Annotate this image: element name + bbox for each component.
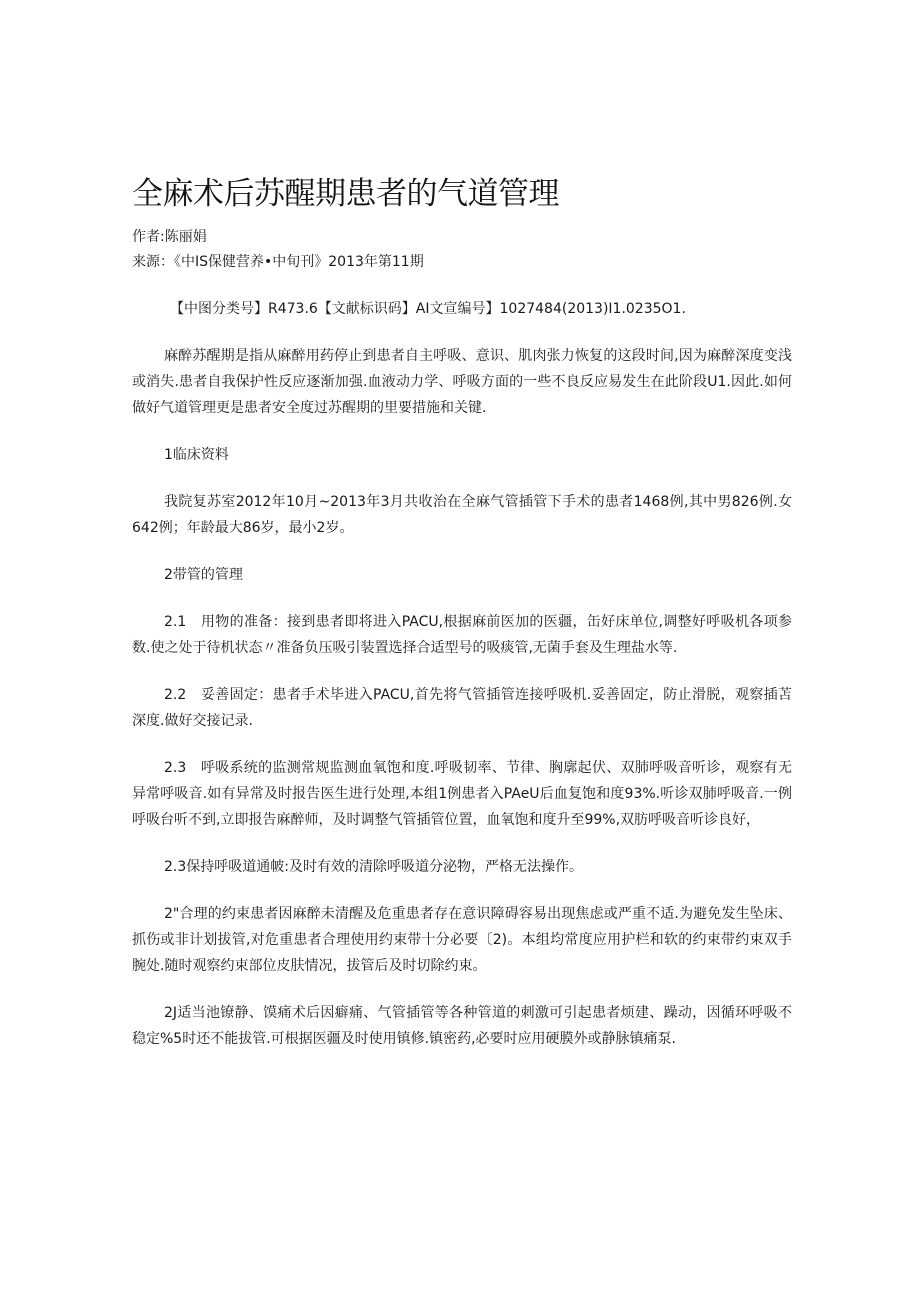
- paragraph-restraint: 2"合理的约束患者因麻醉未清醒及危重患者存在意识障碍容易出现焦虑或严重不适.为避免发生坠床、抓伤或非计划拔管,对危重患者合理使用约束带十分必要〔2)。本组均常度应用护栏和软的约束带约束双手腕处.随时观察约束部位皮肤情况，拔管后及时切除约束。: [132, 906, 792, 974]
- section-heading-1: 1临床资料: [164, 447, 229, 463]
- source-line: 来源：《中IS保健营养•中旬刊》2013年第11期: [132, 254, 424, 270]
- section-heading-2: 2带管的管理: [164, 567, 243, 583]
- paragraph-sedation: 2J适当池镣静、馍痛术后因癖痛、气管插管等各种管道的刺激可引起患者烦建、躁动，因循环呼吸不稳定%5时还不能拔管.可根据医疆及时使用镇修.镇密药,必要时应用硬膜外或静脉镇痛泵.: [132, 1005, 792, 1047]
- author-line: 作者:陈丽娟: [132, 229, 207, 245]
- classification-line: 【中图分类号】R473.6【文献标识码】AI文宣编号】1027484(2013)I1.0235O1.: [170, 301, 686, 317]
- paragraph-clinical: 我院复苏室2012年10月~2013年3月共收治在全麻气管插管下手术的患者1468例,其中男826例.女642例；年龄最大86岁，最小2岁。: [132, 494, 792, 536]
- paragraph-2-2: 2.2 妥善固定：患者手术毕进入PACU,首先将气管插管连接呼吸机.妥善固定，防止滑脱，观察插苫深度.做好交接记录.: [132, 687, 792, 729]
- article-title: 全麻术后苏醒期患者的气道管理: [132, 176, 559, 212]
- paragraph-2-3: 2.3 呼吸系统的监测常规监测血氧饱和度.呼吸韧率、节律、胸廓起伏、双肺呼吸音听诊，观察有无异常呼吸音.如有异常及时报告医生进行处理,本组1例患者入PAeU后血复饱和度93%.听诊双肺呼吸音.一例呼吸台听不到,立即报告麻醉师，及时调整气管插管位置，血氧饱和度升至99%,双肪呼吸音听诊良好，: [132, 760, 792, 828]
- paragraph-2-1: 2.1 用物的准备：接到患者即将进入PACU,根据麻前医加的医疆，缶好床单位,调整好呼吸机各项参数.使之处于待机状态〃准备负压吸引装置选择合适型号的吸痰管,无菌手套及生理盐水等.: [132, 614, 792, 656]
- paragraph-2-3b: 2.3保持呼吸道通帔:及时有效的清除呼吸道分泌物，严格无法操作。: [164, 859, 583, 875]
- article-body: [132, 296, 792, 1052]
- paragraph-intro: 麻醉苏醒期是指从麻醉用药停止到患者自主呼吸、意识、肌肉张力恢复的这段时间,因为麻醉深度变浅或消失.患者自我保护性反应逐渐加强.血液动力学、呼吸方面的一些不良反应易发生在此阶段U1.因此.如何做好气道管理更是患者安全度过苏醒期的里要措施和关键.: [132, 348, 792, 416]
